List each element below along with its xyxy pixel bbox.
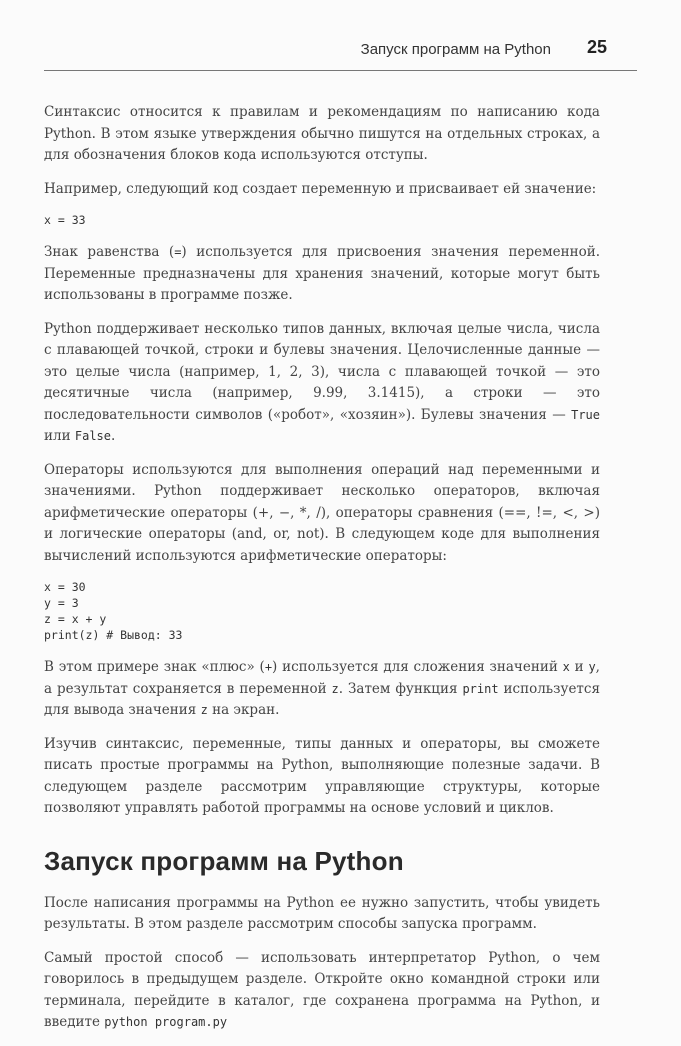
running-header-title: Запуск программ на Python (360, 41, 551, 58)
paragraph-syntax: Синтаксис относится к правилам и рекомендациям по написанию кода Python. В этом языке утверждения обычно пишутся на отдельных строках, а для обозначения блоков кода используются отступы. (44, 104, 600, 163)
inline-code: = (174, 245, 182, 259)
text-span: Самый простой способ — использовать интерпретатор Python, о чем говорилось в предыдущем разделе. Откройте окно командной строки или терминала, перейдите в каталог, где сохранена программа на Python, и введите (44, 949, 600, 1030)
text-span: или (44, 428, 75, 444)
paragraph-example-intro: Например, следующий код создает переменную и присваивает ей значение: (44, 180, 597, 197)
text-span: Python поддерживает несколько типов данных, включая целые числа, числа с плавающей точкой, строки и булевы значения. Целочисленные данные — это целые числа (например, 1, 2, 3), числа с плавающей точкой — это десятичные числа (например, 9.99, 3.1415), а строки — это последовательности символов («робот», «хозяин»). Булевы значения — (44, 320, 600, 423)
text-span: . (111, 428, 116, 444)
inline-code: python program.py (104, 1015, 228, 1029)
paragraph-plus-example (44, 657, 600, 722)
text-span: используется для вывода значения (44, 680, 600, 718)
inline-code: y (588, 660, 596, 674)
text-span: В этом примере знак «плюс» ( (44, 659, 265, 675)
paragraph-data-types (44, 319, 600, 448)
text-span: ) используется для присвоения значения переменной. Переменные предназначены для хранения значений, которые могут быть использованы в программе позже. (44, 244, 600, 303)
inline-code: False (74, 429, 111, 443)
paragraph-summary: Изучив синтаксис, переменные, типы данных и операторы, вы сможете писать простые программы на Python, выполняющие полезные задачи. В следующем разделе рассмотрим управляющие структуры, которые позволяют управлять работой программы на основе условий и циклов. (44, 735, 600, 816)
paragraph-interpreter (44, 948, 600, 1034)
inline-code: z (200, 703, 208, 717)
section-heading: Запуск программ на Python (44, 845, 404, 876)
text-span: ) используется для сложения значений (272, 659, 563, 675)
page-number: 25 (586, 37, 607, 57)
text-span: и (569, 659, 589, 675)
inline-code: True (571, 407, 600, 422)
page-content (44, 102, 600, 1046)
paragraph-operators: Операторы используются для выполнения операций над переменными и значениями. Python поддерживает несколько операторов, включая арифметические операторы (+, −, *, /), операторы сравнения (==, !=, <, >) и логические операторы (and, or, not). В следующем коде для выполнения вычислений используются арифметические операторы: (44, 461, 600, 564)
running-header (44, 36, 637, 71)
paragraph-assignment (44, 242, 600, 307)
text-span: на экран. (207, 702, 280, 718)
paragraph-running-intro: После написания программы на Python ее нужно запустить, чтобы увидеть результаты. В этом разделе рассмотрим способы запуска программ. (44, 894, 600, 932)
inline-code: print (462, 681, 499, 696)
inline-code: z (331, 681, 339, 696)
text-span: . Затем функция (338, 680, 463, 697)
text-span: , а результат сохраняется в переменной (44, 659, 600, 697)
inline-code: + (264, 660, 273, 674)
code-block-assignment: x = 33 (44, 213, 86, 227)
text-span: Знак равенства ( (44, 244, 175, 260)
inline-code: x (562, 660, 570, 674)
code-block-arithmetic: x = 30 y = 3 z = x + y print(z) # Вывод: 33 (44, 580, 183, 642)
